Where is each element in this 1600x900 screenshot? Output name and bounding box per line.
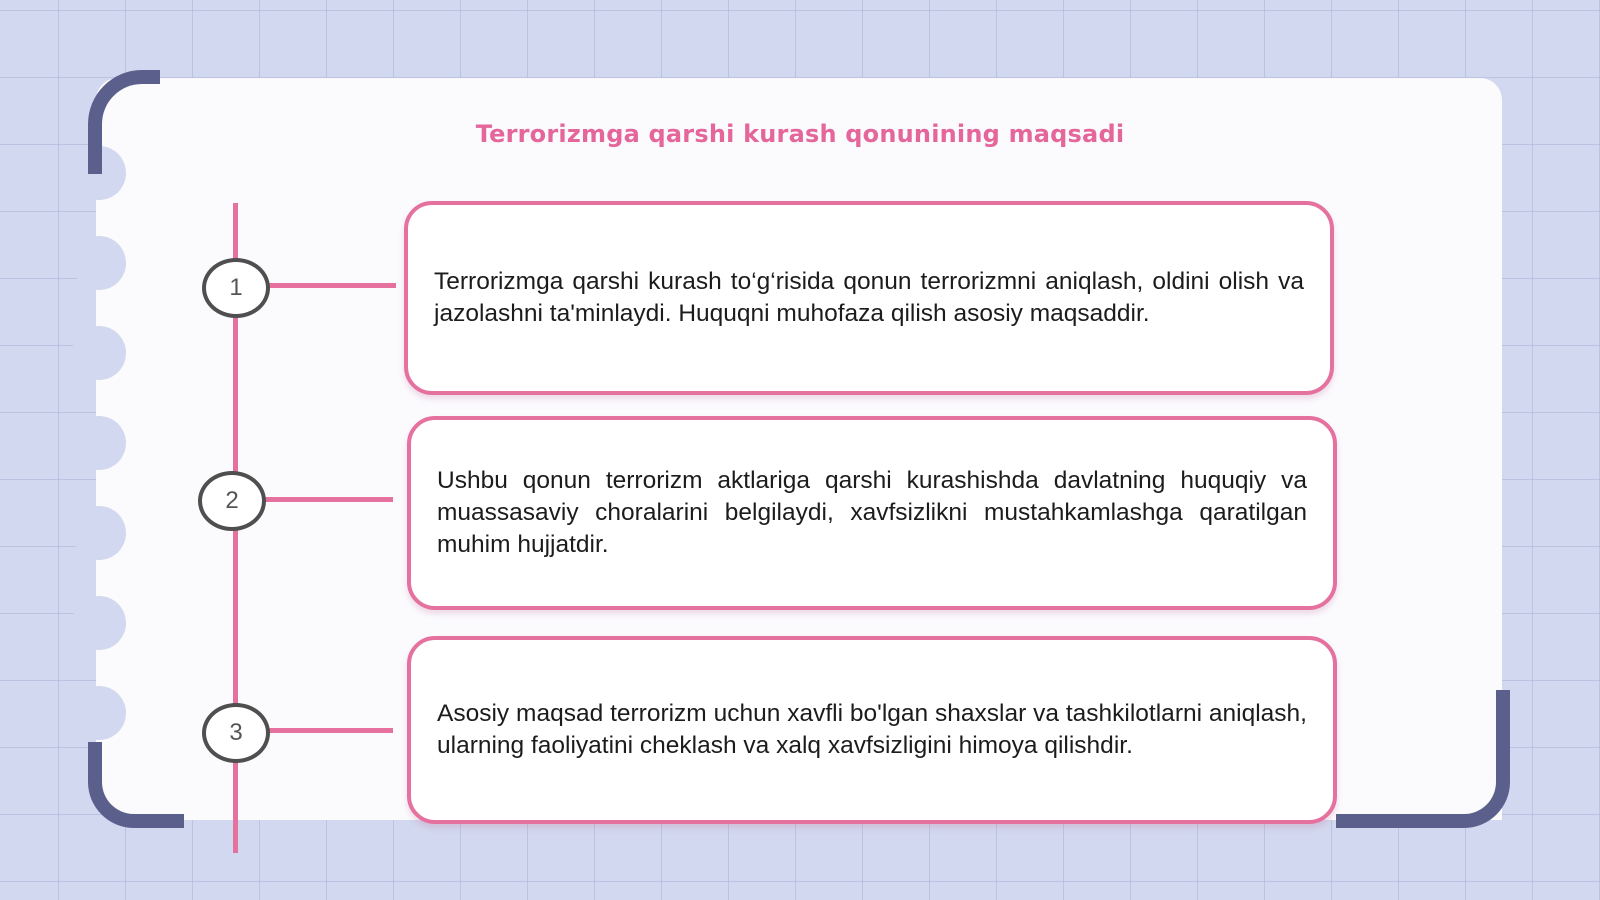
step-text-box: [407, 636, 1337, 824]
card-edge-notch: [72, 236, 126, 290]
card-edge-notch: [72, 326, 126, 380]
step-text-box: [404, 201, 1334, 395]
card-edge-notch: [72, 596, 126, 650]
step-number-circle: 3: [202, 703, 270, 763]
card-edge-notch: [72, 686, 126, 740]
frame-corner-bottom-right: [1336, 690, 1510, 828]
card-edge-notch: [72, 416, 126, 470]
timeline-connector: [262, 497, 393, 502]
step-text: Ushbu qonun terrorizm aktlariga qarshi kurashishda davlatning huquqiy va muassasaviy choralarini belgilaydi, xavfsizlikni mustahkamlashga qaratilgan muhim hujjatdir.: [437, 467, 1307, 558]
step-number-circle: 2: [198, 471, 266, 531]
card-edge-notch: [72, 506, 126, 560]
step-number-circle: 1: [202, 258, 270, 318]
step-text: Terrorizmga qarshi kurash to‘g‘risida qonun terrorizmni aniqlash, oldini olish va jazolashni ta'minlaydi. Huquqni muhofaza qilish asosiy maqsaddir.: [434, 268, 1304, 327]
slide-title: Terrorizmga qarshi kurash qonunining maqsadi: [475, 120, 1125, 148]
timeline-connector: [266, 728, 393, 733]
step-text-box: [407, 416, 1337, 610]
frame-corner-bottom-left: [88, 742, 184, 828]
step-text: Asosiy maqsad terrorizm uchun xavfli bo'lgan shaxslar va tashkilotlarni aniqlash, ularning faoliyatini cheklash va xalq xavfsizligini himoya qilishdir.: [437, 700, 1307, 759]
timeline-connector: [266, 283, 396, 288]
